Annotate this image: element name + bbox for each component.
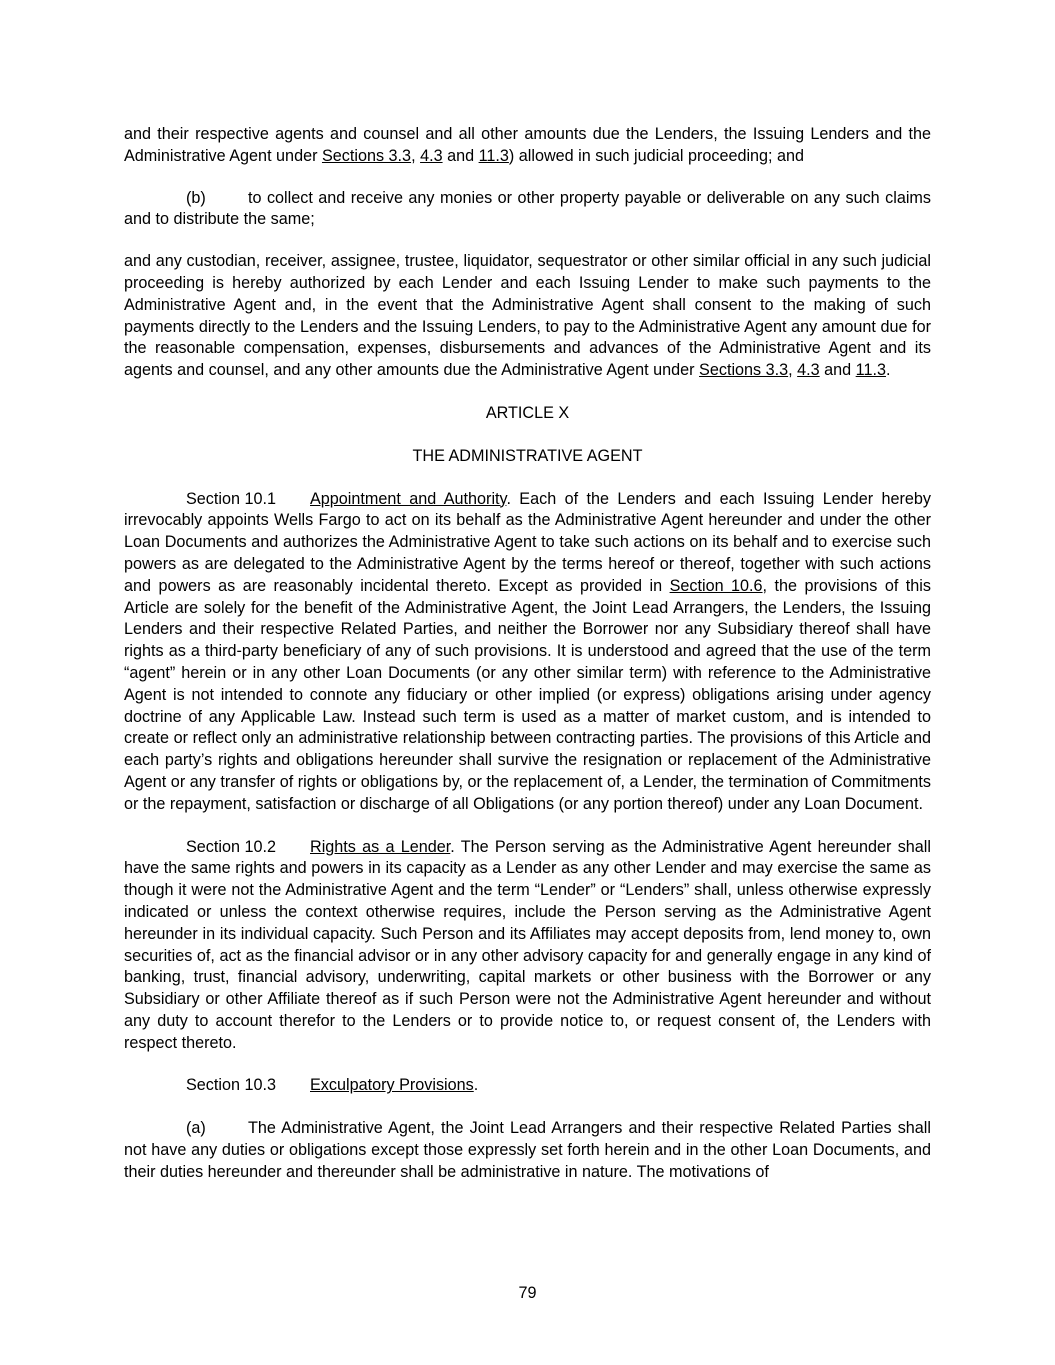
text-run: . [885,361,891,380]
document-page [124,124,931,1184]
section-10-2 [124,837,931,1055]
clause-b [124,188,931,232]
text-run: and [442,146,479,165]
text-run: . Each of the Lenders and each Issuing Lender hereby irrevocably appoints Wells Fargo to act on its behalf as the Administrative Agent hereunder and under the other Loan Documents and authorizes the Administrative Agent to take such actions on its behalf and to exercise such powers as are delegated to the Administrative Agent by the terms hereof or thereof, together with such actions and powers as are reasonably incidental thereto. Except as provided in [124,489,931,595]
section-heading: Appointment and Authority [310,489,507,508]
article-subtitle: THE ADMINISTRATIVE AGENT [412,446,643,465]
page-number: 79 [518,1284,537,1302]
paragraph-amounts-due [124,124,931,168]
cross-reference: Section 10.6 [669,576,763,595]
clause-marker: (a) [186,1119,206,1138]
clause-text: The Administrative Agent, the Joint Lead Arrangers and their respective Related Parties shall not have any duties or obligations except those expressly set forth herein and in the other Loan Documents, and their duties hereunder and thereunder shall be administrative in nature. The motivations of [124,1119,931,1181]
text-run: , [788,361,798,380]
cross-reference: 11.3 [855,361,886,380]
cross-reference: Sections 3.3 [321,146,412,165]
section-number: Section 10.2 [186,837,276,856]
cross-reference: 11.3 [478,146,509,165]
clause-text: to collect and receive any monies or other property payable or deliverable on any such claims and to distribute the same; [124,188,931,229]
section-number: Section 10.3 [186,1076,276,1095]
section-10-3 [124,1075,931,1097]
text-run: and their respective agents and counsel and all other amounts due the Lenders, the Issuing Lenders and the Administrative Agent under [124,125,931,165]
section-heading: Rights as a Lender [310,837,451,856]
cross-reference: Sections 3.3 [699,361,789,380]
text-run: and [819,361,856,380]
cross-reference: 4.3 [797,361,820,380]
text-run: , the provisions of this Article are solely for the benefit of the Administrative Agent, the Joint Lead Arrangers, the Lenders, the Issuing Lenders and their respective Related Parties, and neither the Borrower nor any Subsidiary thereof shall have rights as a third-party beneficiary of any of such provisions. It is understood and agreed that the use of the term “agent” herein or in any other Loan Documents (or any other similar term) with reference to the Administrative Agent is not intended to connote any fiduciary or other implied (or express) obligations arising under agency doctrine of any Applicable Law. Instead such term is used as a matter of market custom, and is intended to create or reflect only an administrative relationship between contracting parties. The provisions of this Article and each party’s rights and obligations hereunder shall survive the resignation or replacement of the Administrative Agent or any transfer of rights or obligations by, or the replacement of, a Lender, the termination of Commitments or the repayment, satisfaction or discharge of all Obligations (or any portion thereof) under any Loan Document. [124,576,931,813]
cross-reference: 4.3 [420,146,443,165]
text-run: and any custodian, receiver, assignee, trustee, liquidator, sequestrator or other similar official in any such judicial proceeding is hereby authorized by each Lender and each Issuing Lender to make such payments to the Administrative Agent and, in the event that the Administrative Agent shall consent to the making of such payments directly to the Lenders and the Issuing Lenders, to pay to the Administrative Agent any amount due for the reasonable compensation, expenses, disbursements and advances of the Administrative Agent and its agents and counsel, and any other amounts due the Administrative Agent under [124,252,931,380]
clause-marker: (b) [186,188,206,207]
text-run: . The Person serving as the Administrative Agent hereunder shall have the same rights and powers in its capacity as a Lender as any other Lender and may exercise the same as though it were not the Administrative Agent and the term “Lender” or “Lenders” shall, unless otherwise expressly indicated or unless the context otherwise requires, include the Person serving as the Administrative Agent hereunder in its individual capacity. Such Person and its Affiliates may accept deposits from, lend money to, own securities of, act as the financial advisor or in any other advisory capacity for and generally engage in any kind of banking, trust, financial advisory, underwriting, capital markets or other business with the Borrower or any Subsidiary or other Affiliate thereof as if such Person were not the Administrative Agent hereunder and without any duty to account therefor to the Lenders or to provide notice to, or request consent of, the Lenders with respect thereto. [124,837,931,1052]
text-run: , [411,146,421,165]
section-heading: Exculpatory Provisions [310,1076,474,1095]
article-title: ARTICLE X [485,403,570,422]
paragraph-custodian [124,251,931,382]
section-number: Section 10.1 [186,489,276,508]
text-run: . [473,1076,479,1095]
section-10-1 [124,489,931,816]
clause-10-3-a [124,1118,931,1183]
text-run: ) allowed in such judicial proceeding; and [508,146,805,165]
